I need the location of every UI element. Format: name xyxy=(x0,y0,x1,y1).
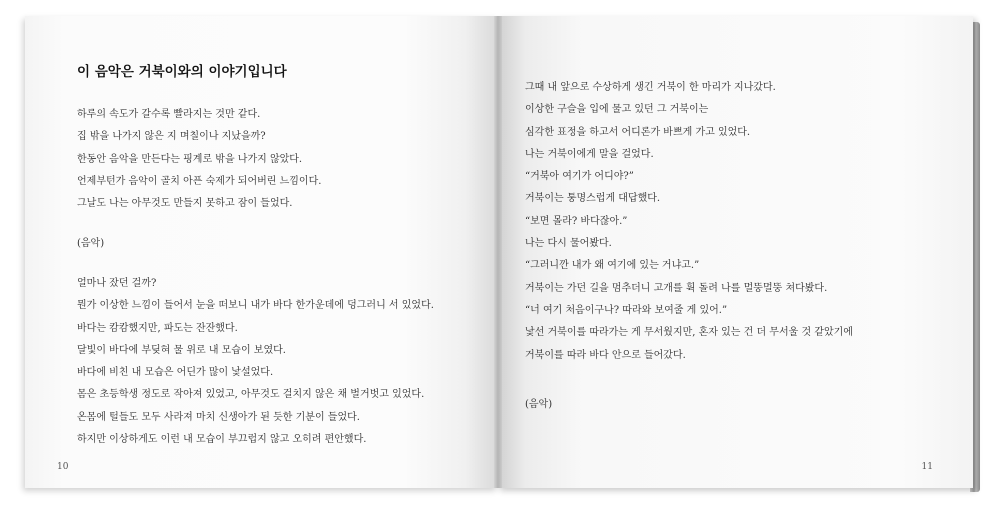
text-line: 바다에 비친 내 모습은 어딘가 많이 낯설었다. xyxy=(77,367,274,379)
text-line: 거북이를 따라 바다 안으로 들어갔다. xyxy=(525,349,686,361)
right-page xyxy=(497,16,973,488)
text-line: 한동안 음악을 만든다는 핑계로 밖을 나가지 않았다. xyxy=(77,153,303,165)
text-line: 언제부턴가 음악이 골치 아픈 숙제가 되어버린 느낌이다. xyxy=(77,175,322,187)
book-spine xyxy=(494,16,502,488)
text-line: 그날도 나는 아무것도 만들지 못하고 잠이 들었다. xyxy=(77,198,293,210)
chapter-heading: 이 음악은 거북이와의 이야기입니다 xyxy=(77,64,287,80)
left-paragraph-1 xyxy=(77,104,321,215)
page-number-right: 11 xyxy=(921,462,933,472)
text-line: 이상한 구슬을 입에 물고 있던 그 거북이는 xyxy=(525,104,709,116)
music-note-label: (음악) xyxy=(525,399,553,410)
left-page xyxy=(25,16,498,488)
text-line: 나는 거북이에게 말을 걸었다. xyxy=(525,148,654,160)
text-line: “보면 몰라? 바다잖아.” xyxy=(525,215,628,227)
text-line: 나는 다시 물어봤다. xyxy=(525,238,612,250)
text-line: 얼마나 잤던 걸까? xyxy=(77,278,157,289)
text-line: 심각한 표정을 하고서 어디론가 바쁘게 가고 있었다. xyxy=(525,126,751,138)
text-line: 달빛이 바다에 부딪혀 물 위로 내 모습이 보였다. xyxy=(77,344,286,356)
text-line: “그러니깐 내가 왜 여기에 있는 거냐고.” xyxy=(525,260,700,272)
text-line: 온몸에 털들도 모두 사라져 마치 신생아가 된 듯한 기분이 들었다. xyxy=(77,411,360,423)
text-line: 몸은 초등학생 정도로 작아져 있었고, 아무것도 걸치지 않은 채 벌거벗고 있었다. xyxy=(77,389,425,401)
right-paragraph xyxy=(525,77,853,367)
text-line: 하루의 속도가 갈수록 빨라지는 것만 같다. xyxy=(77,109,261,120)
text-line: 하지만 이상하게도 이런 내 모습이 부끄럽지 않고 오히려 편안했다. xyxy=(77,434,367,446)
music-note-label: (음악) xyxy=(77,238,105,249)
text-line: 거북이는 퉁명스럽게 대답했다. xyxy=(525,193,661,205)
page-number-left: 10 xyxy=(57,462,69,472)
left-paragraph-2 xyxy=(77,273,434,451)
text-line: 뭔가 이상한 느낌이 들어서 눈을 떠보니 내가 바다 한가운데에 덩그러니 서 있었다. xyxy=(77,300,434,312)
text-line: 집 밖을 나가지 않은 지 며칠이나 지났을까? xyxy=(77,131,266,143)
text-line: “너 여기 처음이구나? 따라와 보여줄 게 있어.” xyxy=(525,304,728,316)
text-line: 거북이는 가던 길을 멈추더니 고개를 휙 돌려 나를 멀뚱멀뚱 쳐다봤다. xyxy=(525,282,828,294)
text-line: “거북아 여기가 어디야?” xyxy=(525,171,634,183)
text-line: 바다는 캄캄했지만, 파도는 잔잔했다. xyxy=(77,322,238,334)
text-line: 그때 내 앞으로 수상하게 생긴 거북이 한 마리가 지나갔다. xyxy=(525,82,776,93)
text-line: 낯선 거북이를 따라가는 게 무서웠지만, 혼자 있는 건 더 무서울 것 같았기에 xyxy=(525,327,853,339)
